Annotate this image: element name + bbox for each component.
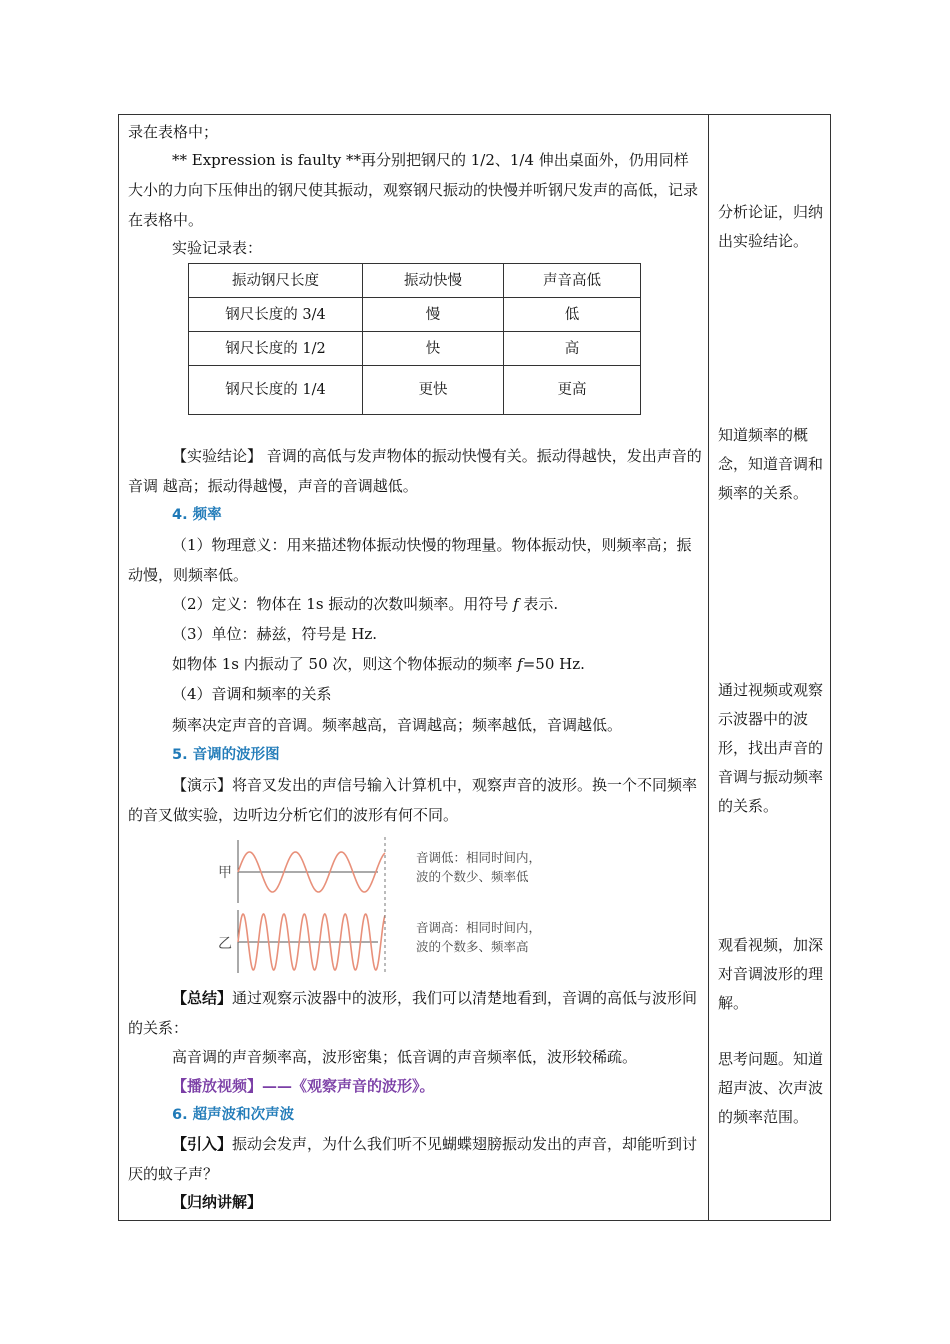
side-note-2: 知道频率的概念，知道音调和频率的关系。 [718, 426, 824, 502]
side-note-1: 分析论证，归纳出实验结论。 [718, 203, 824, 250]
summary-text: 通过观察示波器中的波形，我们可以清楚地看到，音调的高低与波形间的关系： [128, 989, 698, 1037]
symbol-f: f [517, 655, 523, 673]
table-cell: 慢 [363, 298, 504, 332]
table-caption: 实验记录表： [172, 239, 263, 257]
table-row [189, 366, 641, 415]
side-note-4: 观看视频，加深对音调波形的理解。 [718, 936, 824, 1012]
frequency-unit: （3）单位：赫兹，符号是 Hz. [172, 625, 378, 643]
table-header-row [189, 264, 641, 298]
side-note-3: 通过视频或观察示波器中的波形，找出声音的音调与振动频率的关系。 [718, 681, 824, 815]
heading-ultrasound: 6. 超声波和次声波 [172, 1107, 295, 1123]
column-divider [708, 115, 709, 1220]
intro-text: 振动会发声，为什么我们听不见蝴蝶翅膀振动发出的声音，却能听到讨厌的蚊子声？ [128, 1135, 698, 1183]
caption-low-1: 音调低：相同时间内， [416, 850, 542, 865]
side-note-5: 思考问题。知道超声波、次声波的频率范围。 [718, 1050, 824, 1126]
procedure-paragraph: ** Expression is faulty **再分别把钢尺的 1/2、1/4 伸出桌面外，仍用同样大小的力向下压伸出的钢尺使其振动，观察钢尺振动的快慢并听钢尺发声的高低，记录在表格中。 [128, 151, 699, 229]
record-table [188, 263, 641, 415]
video-link[interactable]: 【播放视频】——《观察声音的波形》。 [172, 1077, 435, 1095]
conclusion-text: 音调的高低与发声物体的振动快慢有关。振动得越快，发出声音的音调 越高；振动得越慢，声音的音调越低。 [128, 447, 702, 495]
pitch-frequency-text: 频率决定声音的音调。频率越高，音调越高；频率越低，音调越低。 [172, 716, 623, 734]
table-cell: 更高 [504, 366, 641, 415]
table-row [189, 298, 641, 332]
caption-high-1: 音调高：相同时间内， [416, 920, 542, 935]
caption-high-2: 波的个数多、频率高 [416, 939, 529, 954]
pitch-frequency-title: （4）音调和频率的关系 [172, 685, 332, 703]
wave-label-a: 甲 [218, 865, 232, 881]
example-text: 如物体 1s 内振动了 50 次，则这个物体振动的频率 [172, 655, 518, 673]
lesson-table-frame [118, 114, 831, 1221]
conclusion-label: 【实验结论】 [172, 447, 263, 465]
table-cell: 钢尺长度的 3/4 [189, 298, 363, 332]
table-header: 振动钢尺长度 [189, 264, 363, 298]
demo-paragraph [128, 770, 702, 830]
demo-text: 将音叉发出的声信号输入计算机中，观察声音的波形。换一个不同频率的音叉做实验，边听边分析它们的波形有何不同。 [128, 776, 698, 824]
intro-paragraph [128, 1129, 702, 1189]
heading-waveform: 5. 音调的波形图 [172, 747, 280, 763]
heading-frequency: 4. 频率 [172, 507, 222, 523]
table-cell: 钢尺长度的 1/2 [189, 332, 363, 366]
text-line-1: 录在表格中； [128, 123, 219, 141]
frequency-meaning: （1）物理意义：用来描述物体振动快慢的物理量。物体振动快，则频率高；振动慢，则频率低。 [128, 536, 692, 584]
frequency-example [172, 649, 585, 679]
table-cell: 更快 [363, 366, 504, 415]
waveform-figure [218, 835, 568, 975]
table-header: 声音高低 [504, 264, 641, 298]
wave-label-b: 乙 [218, 936, 232, 952]
conclusion-paragraph [128, 441, 702, 501]
table-cell: 高 [504, 332, 641, 366]
table-cell: 钢尺长度的 1/4 [189, 366, 363, 415]
table-row [189, 332, 641, 366]
demo-label: 【演示】 [172, 776, 233, 794]
waveform-svg [218, 835, 568, 975]
caption-low-2: 波的个数少、频率低 [416, 869, 529, 884]
summary-label: 【总结】 [172, 989, 233, 1007]
definition-text: （2）定义：物体在 1s 振动的次数叫频率。用符号 [172, 595, 514, 613]
symbol-f: f [513, 595, 519, 613]
explain-label: 【归纳讲解】 [172, 1193, 263, 1211]
definition-tail: 表示. [518, 595, 559, 613]
frequency-definition [172, 589, 558, 619]
example-tail: =50 Hz. [522, 655, 585, 673]
table-cell: 快 [363, 332, 504, 366]
summary-paragraph [128, 983, 702, 1043]
table-header: 振动快慢 [363, 264, 504, 298]
intro-label: 【引入】 [172, 1135, 233, 1153]
summary-detail: 高音调的声音频率高，波形密集；低音调的声音频率低，波形较稀疏。 [172, 1048, 638, 1066]
table-cell: 低 [504, 298, 641, 332]
